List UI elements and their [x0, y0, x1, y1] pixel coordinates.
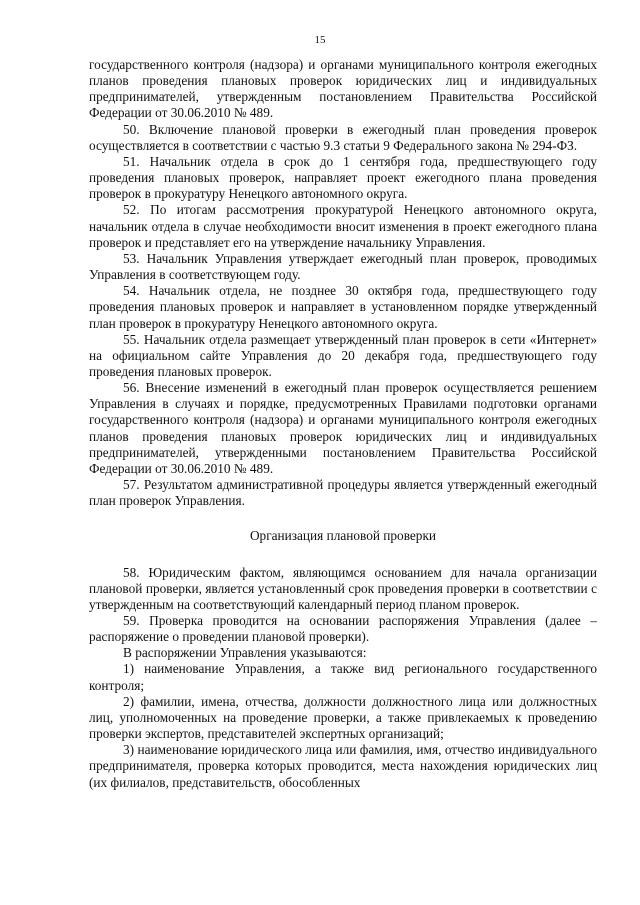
- paragraph-continuation: государственного контроля (надзора) и органами муниципального контроля ежегодных планов проведения плановых проверок юридических лиц и индивидуальных предпринимателей, утвержденным постановлением Правительства Российской Федерации от 30.06.2010 № 489.: [89, 57, 597, 121]
- paragraph-51: 51. Начальник отдела в срок до 1 сентября года, предшествующего году проведения плановых проверок, направляет проект ежегодного плана проведения проверок в прокуратуру Ненецкого автономного округа.: [89, 153, 597, 202]
- document-body: [89, 57, 597, 791]
- page-number: 15: [314, 34, 326, 46]
- list-item-2: 2) фамилии, имена, отчества, должности должностного лица или должностных лиц, уполномоченных на проведение проверки, а также привлекаемых к проведению проверки экспертов, представителей экспертных организаций;: [89, 693, 597, 742]
- paragraph-55: 55. Начальник отдела размещает утвержденный план проверок в сети «Интернет» на официальном сайте Управления до 20 декабря года, предшествующего году проведения плановых проверок.: [89, 331, 597, 379]
- list-item-1: 1) наименование Управления, а также вид регионального государственного контроля;: [89, 661, 597, 693]
- paragraph-57: 57. Результатом административной процедуры является утвержденный ежегодный план проверок Управления.: [89, 477, 597, 509]
- section-title: Организация плановой проверки: [249, 528, 437, 544]
- paragraph-52: 52. По итогам рассмотрения прокуратурой Ненецкого автономного округа, начальник отдела в случае необходимости вносит изменения в проект ежегодного плана проверок и представляет его на утверждение начальнику Управления.: [89, 202, 597, 250]
- paragraph-54: 54. Начальник отдела, не позднее 30 октября года, предшествующего году проведения плановых проверок и направляет в установленном порядке утвержденный план проверок в прокуратуру Ненецкого автономного округа.: [89, 283, 597, 331]
- paragraph-59: 59. Проверка проводится на основании распоряжения Управления (далее – распоряжение о проведении плановой проверки).: [89, 613, 597, 645]
- paragraph-53: 53. Начальник Управления утверждает ежегодный план проверок, проводимых Управления в соответствующем году.: [89, 250, 597, 283]
- paragraph-58: 58. Юридическим фактом, являющимся основанием для начала организации плановой проверки, является установленный срок проведения проверки в соответствии с утвержденным на соответствующий календарный период планом проверок.: [89, 564, 597, 612]
- paragraph-50: 50. Включение плановой проверки в ежегодный план проведения проверок осуществляется в соответствии с частью 9.3 статьи 9 Федерального закона № 294-ФЗ.: [89, 121, 597, 153]
- paragraph-order-intro: В распоряжении Управления указываются:: [123, 645, 367, 661]
- list-item-3: 3) наименование юридического лица или фамилия, имя, отчество индивидуального предпринимателя, проверка которых проводится, места нахождения юридических лиц (их филиалов, представительств, обособленных: [89, 742, 597, 790]
- paragraph-56: 56. Внесение изменений в ежегодный план проверок осуществляется решением Управления в случаях и порядке, предусмотренных Правилами подготовки органами государственного контроля (надзора) и органами муниципального контроля ежегодных планов проведения плановых проверок юридических лиц и индивидуальных предпринимателей, утвержденными постановлением Правительства Российской Федерации от 30.06.2010 № 489.: [89, 380, 597, 476]
